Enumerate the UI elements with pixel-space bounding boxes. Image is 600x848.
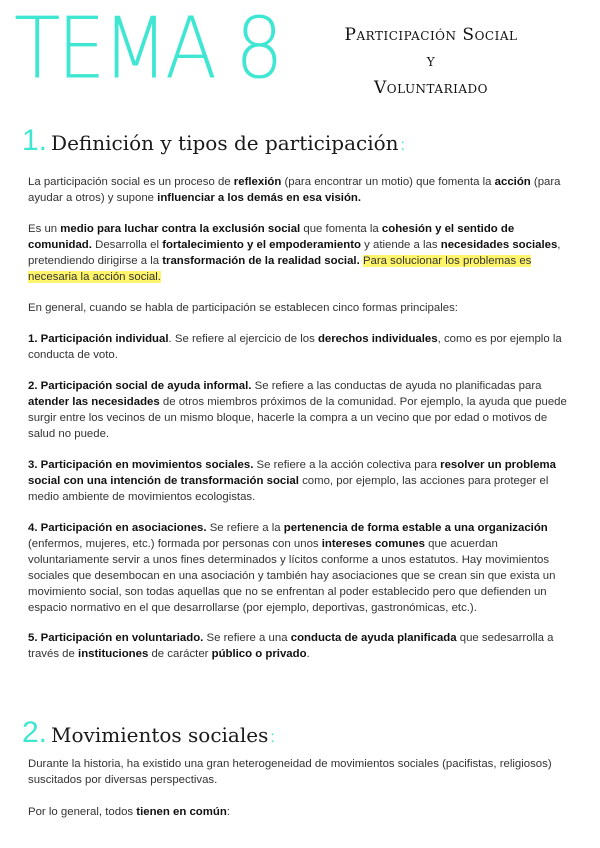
bold-text: público o privado: [211, 648, 307, 660]
text: (para ayudar a otros) y supone: [28, 176, 561, 204]
list-item-3: [28, 457, 572, 505]
text: La participación social es un proceso de: [28, 176, 234, 188]
text: Se refiere a la acción colectiva para: [253, 459, 441, 471]
text: Desarrolla el: [91, 239, 163, 251]
bold-text: necesidades sociales: [440, 239, 558, 251]
text: que acuerdan voluntariamente servir a unos fines determinados y lícitos conforme a unos estatutos. Hay movimientos sociales que desembocan en una asociación y también hay asociaciones que se crean sin que exista un movimiento social, son todas aquellas que no se enfrentan al poder establecido pero que defienden un espacio normativo en el que desarrollarse (por ejemplo, deportivas, gastronómicas, etc.).: [28, 538, 556, 614]
text: de otros miembros próximos de la comunidad. Por ejemplo, la ayuda que puede surgir entre los vecinos de un mismo bloque, hacerle la compra a un vecino que por edad o motivos de salud no puede.: [28, 396, 567, 440]
bold-text: tienen en común: [136, 806, 227, 818]
text: .: [306, 648, 310, 660]
bold-text: intereses comunes: [321, 538, 425, 550]
section-1-title: Definición y tipos de participación: [51, 131, 399, 155]
page-subtitle: [326, 22, 536, 101]
bold-text: influenciar a los demás en esa visión.: [157, 192, 362, 204]
subtitle-line-2: y: [426, 51, 436, 72]
bold-text: reflexión: [233, 176, 282, 188]
text: que fomenta la: [300, 223, 382, 235]
page-title: TEMA 8: [14, 0, 281, 98]
section-1-colon: :: [400, 137, 405, 154]
text: :: [226, 806, 230, 818]
text: , como es por ejemplo la conducta de voto.: [28, 333, 562, 361]
text: (para encontrar un motio) que fomenta la: [281, 176, 495, 188]
bold-text: resolver un problema social con una intención de transformación social: [28, 459, 556, 487]
bold-text: transformación de la realidad social.: [162, 255, 360, 267]
section-1-heading: [22, 124, 405, 158]
text: , pretendiendo dirigirse a la: [28, 239, 561, 267]
text: . Se refiere al ejercicio de los: [168, 333, 318, 345]
section-2-number: 2.: [22, 716, 48, 749]
item-title: 3. Participación en movimientos sociales.: [28, 459, 254, 471]
text: Se refiere a las conductas de ayuda no planificadas para: [251, 380, 542, 392]
bold-text: fortalecimiento y el empoderamiento: [162, 239, 361, 251]
paragraph-common: [28, 804, 572, 820]
paragraph-definition: [28, 174, 572, 206]
text: Se refiere a una: [203, 632, 291, 644]
text: de carácter: [148, 648, 212, 660]
text: Se refiere a la: [206, 522, 284, 534]
section-2-title: Movimientos sociales: [51, 723, 269, 747]
list-item-5: [28, 630, 572, 662]
bold-text: derechos individuales: [317, 333, 438, 345]
bold-text: pertenencia de forma estable a una organización: [283, 522, 548, 534]
list-item-2: [28, 378, 572, 442]
item-title: 5. Participación en voluntariado.: [28, 632, 204, 644]
bold-text: atender las necesidades: [28, 396, 160, 408]
text: Por lo general, todos: [28, 806, 137, 818]
subtitle-line-3: Voluntariado: [374, 77, 488, 98]
bold-text: acción: [494, 176, 531, 188]
paragraph-purpose: [28, 221, 572, 285]
item-title: 4. Participación en asociaciones.: [28, 522, 207, 534]
text: y atiende a las: [360, 239, 441, 251]
item-title: 2. Participación social de ayuda informal.: [28, 380, 252, 392]
bold-text: instituciones: [78, 648, 149, 660]
bold-text: cohesión y el sentido de comunidad.: [28, 223, 515, 251]
list-item-4: [28, 520, 572, 616]
section-1-number: 1.: [22, 124, 48, 157]
text: que sedesarrolla a través de: [28, 632, 554, 660]
text: como, por ejemplo, las acciones para proteger el medio ambiente de movimientos ecologistas.: [28, 475, 549, 503]
list-item-1: [28, 331, 572, 363]
item-title: 1. Participación individual: [28, 333, 169, 345]
paragraph-movements: Durante la historia, ha existido una gran heterogeneidad de movimientos sociales (pacifistas, religiosos) suscitados por diversas perspectivas.: [28, 758, 552, 786]
text: Es un: [28, 223, 61, 235]
section-2-colon: :: [270, 729, 275, 746]
subtitle-line-1: Participación Social: [344, 25, 518, 45]
highlighted-text: Para solucionar los problemas es necesaria la acción social.: [28, 255, 532, 283]
section-2-heading: [22, 716, 275, 750]
paragraph-forms-intro: En general, cuando se habla de participación se establecen cinco formas principales:: [28, 302, 458, 314]
bold-text: conducta de ayuda planificada: [290, 632, 457, 644]
bold-text: medio para luchar contra la exclusión social: [60, 223, 301, 235]
text: (enfermos, mujeres, etc.) formada por personas con unos: [28, 538, 322, 550]
